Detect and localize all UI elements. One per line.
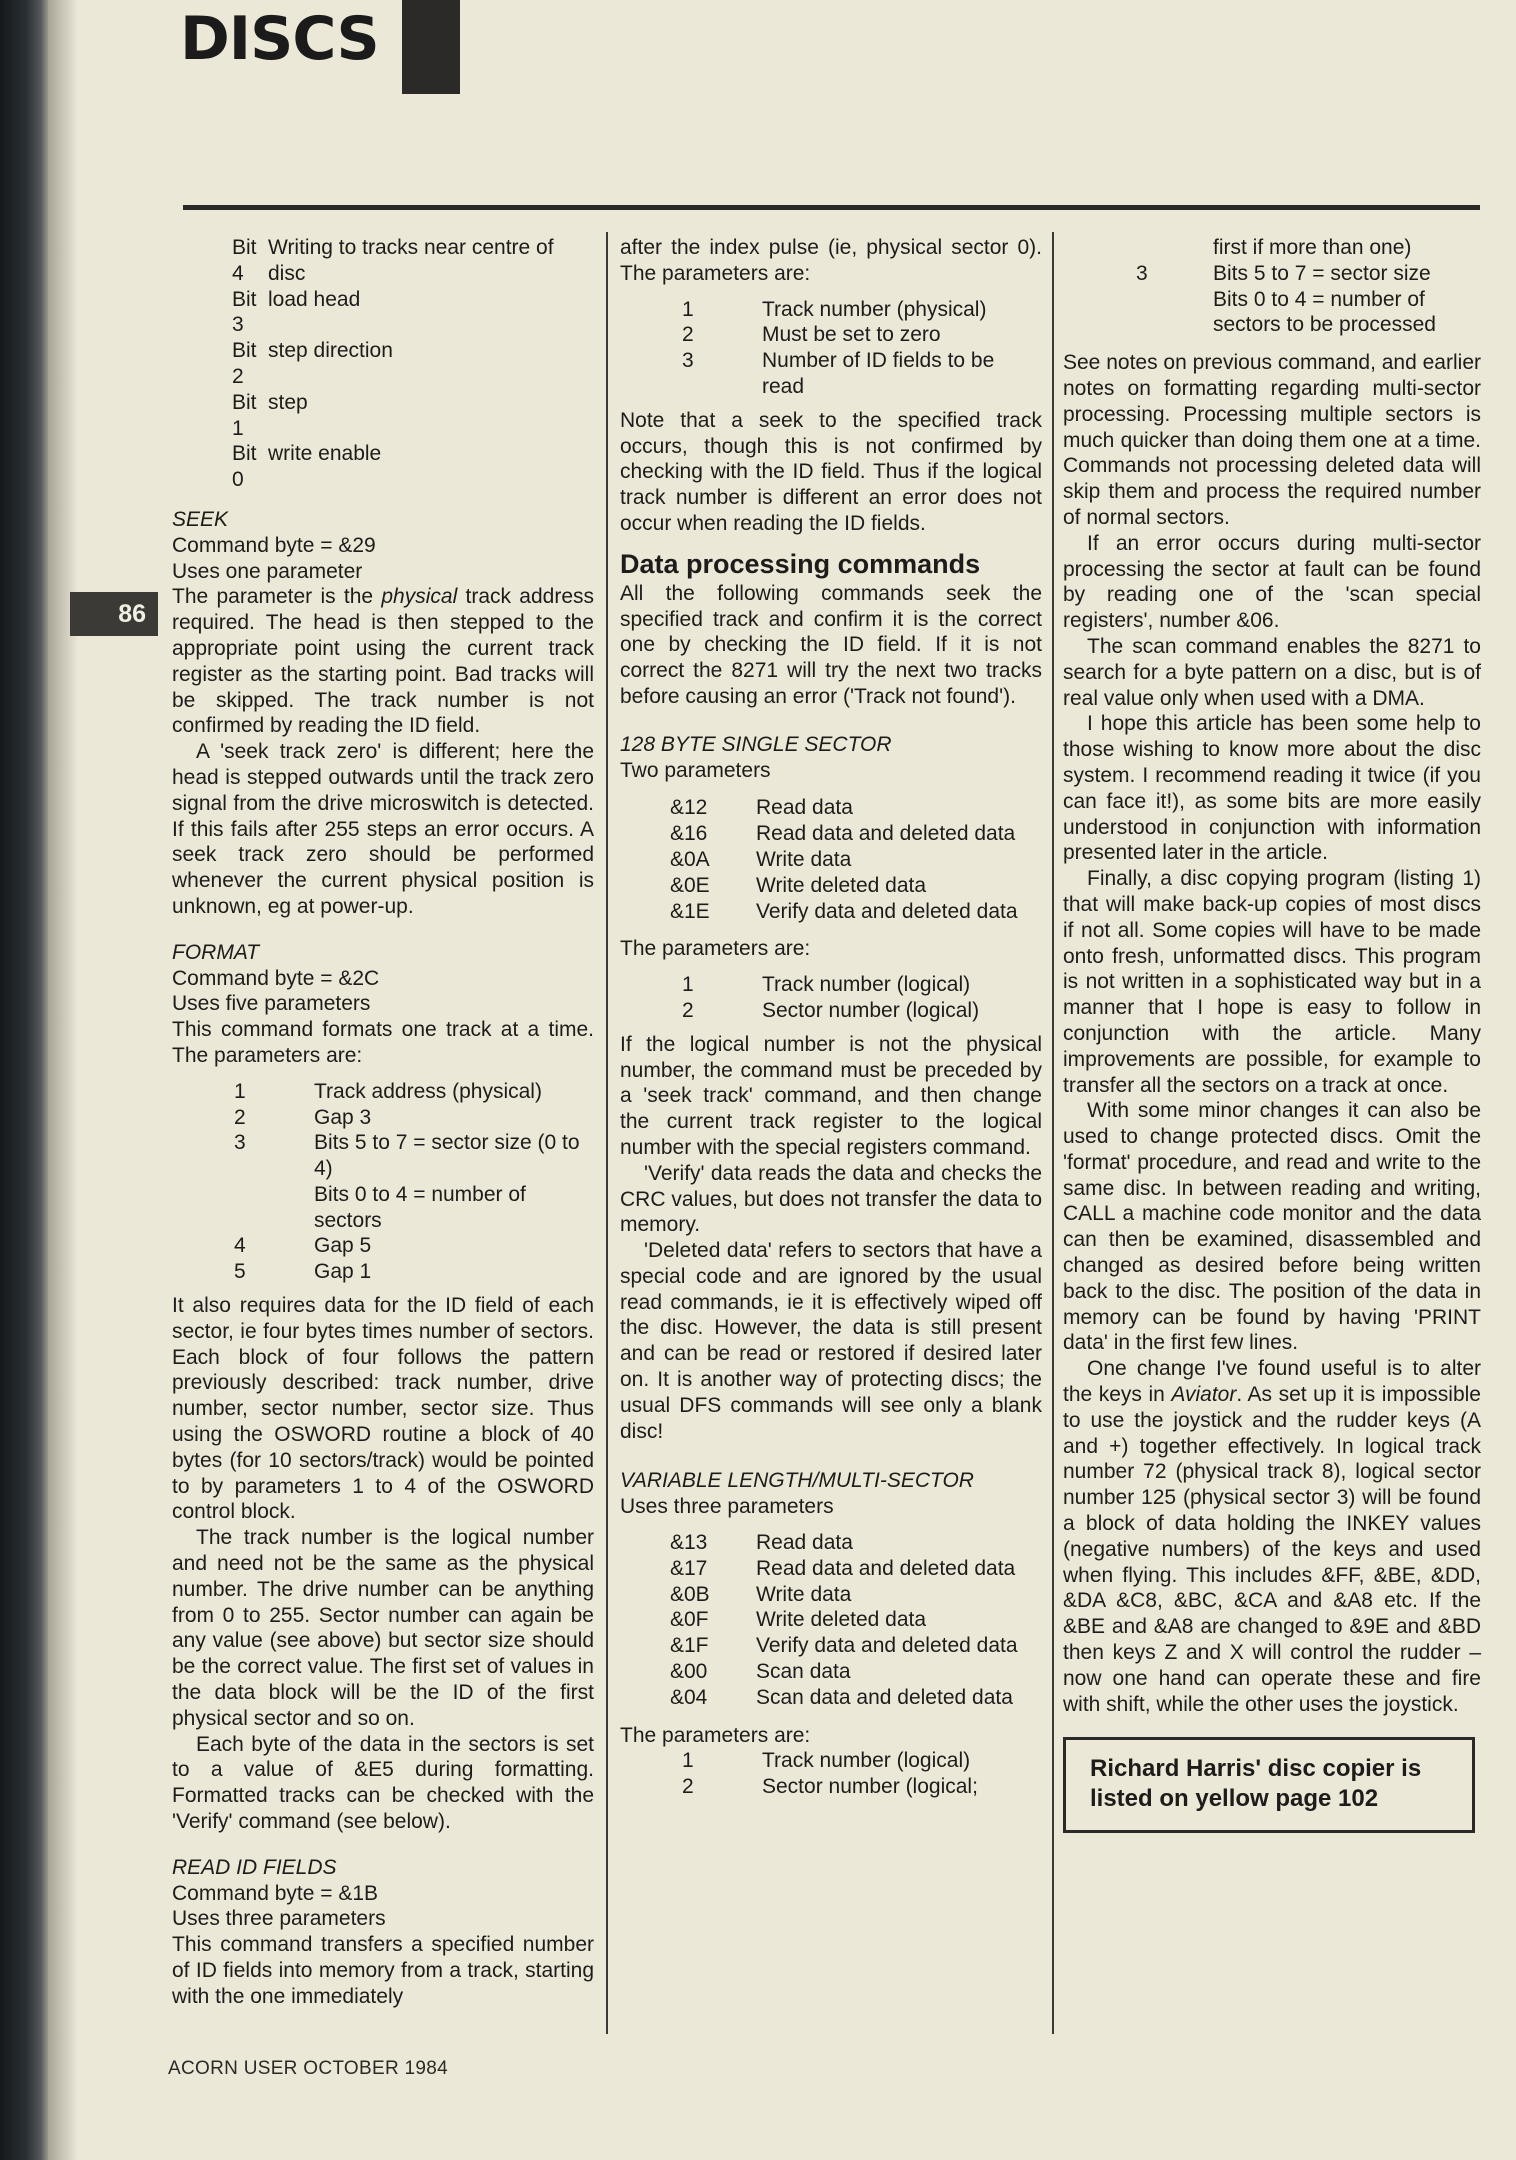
- column-rule: [606, 232, 608, 2034]
- format-heading: FORMAT: [172, 940, 260, 964]
- single-sector-uses: Two parameters: [620, 758, 771, 782]
- column-rule: [1052, 232, 1054, 2034]
- parameter-continuation: first if more than one): [1213, 236, 1412, 259]
- read-id-command: Command byte = &1B: [172, 1881, 379, 1905]
- parameters-label: The parameters are:: [620, 937, 811, 961]
- list-item: 1 Track number (logical): [682, 973, 971, 997]
- variable-length-heading: VARIABLE LENGTH/MULTI-SECTOR: [620, 1469, 974, 1493]
- list-item: 1 Track number (physical): [682, 297, 987, 321]
- read-id-heading: READ ID FIELDS: [172, 1855, 337, 1879]
- single-sector-command-list: [620, 795, 1042, 924]
- footer-issue-line: ACORN USER OCTOBER 1984: [168, 2058, 449, 2079]
- column-1: [172, 235, 594, 2010]
- hope-paragraph: I hope this article has been some help to those wishing to know more about the disc system. I recommend reading it twice (if you can face it!), as some bits are more easily understood in conjunction with information presented later in the article.: [1063, 712, 1481, 865]
- format-uses: Uses five parameters: [172, 992, 371, 1016]
- section-title: DISCS: [180, 4, 379, 74]
- seek-command: Command byte = &29: [172, 533, 376, 557]
- format-paragraph-1: It also requires data for the ID field of each sector, ie four bytes times number of sectors. Each block of four follows the pattern previously described: track number, drive number, sector number, sector size. Thus using the OSWORD routine a block of 40 bytes (for 10 sectors/track) would be pointed to by parameters 1 to 4 of the OSWORD control block.: [172, 1294, 594, 1524]
- list-item: &1F Verify data and deleted data: [670, 1634, 1018, 1658]
- format-command: Command byte = &2C: [172, 966, 380, 990]
- format-parameter-list: [172, 1079, 594, 1285]
- data-processing-paragraph: All the following commands seek the specified track and confirm it is the correct one by checking the ID field. If it is not correct the 8271 will try the next two tracks before causing an error ('Track not found').: [620, 581, 1042, 708]
- list-item: &12 Read data: [670, 796, 853, 820]
- list-item: &16 Read data and deleted data: [670, 822, 1016, 846]
- list-item: &1E Verify data and deleted data: [670, 899, 1018, 923]
- header-block: [402, 0, 460, 94]
- read-id-uses: Uses three parameters: [172, 1907, 386, 1931]
- bit-list: [172, 235, 594, 493]
- list-item: 3 Number of ID fields to be read: [682, 349, 995, 398]
- list-item: Bit 4 Writing to tracks near centre of disc: [232, 236, 554, 285]
- list-item: Bit 0 write enable: [232, 442, 382, 492]
- binding-spine: [0, 0, 48, 2160]
- note-paragraph: Note that a seek to the specified track occurs, though this is not confirmed by checking with the ID field. Thus if the logical track number is different an error does not occur when reading the ID fields.: [620, 408, 1042, 535]
- list-item: &0A Write data: [670, 847, 852, 871]
- list-item: &17 Read data and deleted data: [670, 1556, 1016, 1580]
- list-item: 3 Bits 5 to 7 = sector size (0 to 4): [234, 1131, 580, 1181]
- verify-paragraph: 'Verify' data reads the data and checks the CRC values, but does not transfer the data to memory.: [620, 1161, 1042, 1237]
- single-sector-parameter-list: [620, 972, 1042, 1024]
- list-item: 2 Sector number (logical): [682, 998, 980, 1022]
- scan-paragraph: The scan command enables the 8271 to search for a byte pattern on a disc, but is of real value only when used with a DMA.: [1063, 634, 1481, 710]
- list-item: Bit 3 load head: [232, 287, 361, 337]
- seek-zero-paragraph: A 'seek track zero' is different; here the head is stepped outwards until the track zero signal from the drive microswitch is detected. If this fails after 255 steps an error occurs. A seek track zero should be performed whenever the current physical position is unknown, eg at power-up.: [172, 740, 594, 918]
- list-item: 2 Must be set to zero: [682, 323, 941, 347]
- variable-length-command-list: [620, 1530, 1042, 1711]
- single-sector-heading: 128 BYTE SINGLE SECTOR: [620, 732, 892, 756]
- finally-paragraph: Finally, a disc copying program (listing 1) that will make back-up copies of most discs if not all. Some copies will have to be made onto fresh, unformatted discs. This program is not written in a sophisticated way but in a manner that I hope is easy to follow in conjunction with the article. Many improvements are possible, for example to transfer all the sectors on a track at once.: [1063, 867, 1481, 1097]
- variable-length-uses: Uses three parameters: [620, 1495, 834, 1519]
- seek-paragraph: The parameter is the physical track address required. The head is then stepped to the appropriate point using the current track register as the starting point. Bad tracks will be skipped. The track number is not confirmed by reading the ID field.: [172, 585, 595, 738]
- list-item: 2 Gap 3: [234, 1105, 372, 1129]
- list-item: &0E Write deleted data: [670, 873, 927, 897]
- deleted-data-paragraph: 'Deleted data' refers to sectors that have a special code and are ignored by the usual read commands, ie it is effectively wiped off the disc. However, the data is still present and can be read or restored if desired later on. It is another way of protecting discs; the usual DFS commands will see only a blank disc!: [620, 1239, 1042, 1443]
- logical-number-paragraph: If the logical number is not the physical number, the command must be preceded by a 'seek track' command, and then change the current track register to the logical number with the special registers command.: [620, 1032, 1042, 1159]
- read-id-continuation: after the index pulse (ie, physical sector 0). The parameters are:: [620, 236, 1042, 285]
- aviator-paragraph: One change I've found useful is to alter the keys in Aviator. As set up it is impossible to use the joystick and the rudder keys (A and +) together effectively. In logical track number 72 (physical track 8), logical sector number 125 (physical sector 3) will be found a block of data holding the INKEY values (negative numbers) of the keys and used when flying. This includes &FF, &BE, &DD, &DA &C8, &BC, &CA and &A8 etc. If the &BE and &A8 are changed to &9E and &BD then keys Z and X will control the rudder – now one hand can operate these and fire with shift, while the other uses the joystick.: [1063, 1357, 1481, 1716]
- list-item: &13 Read data: [670, 1531, 853, 1555]
- seek-heading: SEEK: [172, 507, 229, 531]
- data-processing-heading: Data processing commands: [620, 548, 981, 579]
- read-id-paragraph: This command transfers a specified number of ID fields into memory from a track, starting with the one immediately: [172, 1933, 594, 2008]
- format-paragraph-2: The track number is the logical number and need not be the same as the physical number. The drive number can be anything from 0 to 255. Sector number can again be any value (see above) but sector size should be the correct value. The first set of values in the data block will be the ID of the first physical sector and so on.: [172, 1526, 594, 1730]
- binding-shadow: [48, 0, 78, 2160]
- disc-copier-callout: Richard Harris' disc copier is listed on yellow page 102: [1063, 1737, 1475, 1833]
- list-item: &04 Scan data and deleted data: [670, 1685, 1013, 1709]
- top-rule: [183, 205, 1480, 210]
- list-item: Bit 2 step direction: [232, 339, 393, 388]
- see-notes-paragraph: See notes on previous command, and earlier notes on formatting regarding multi-sector processing. Processing multiple sectors is much quicker than doing them one at a time. Commands not processing deleted data will skip them and process the required number of normal sectors.: [1063, 351, 1481, 529]
- read-id-parameter-list: [620, 297, 1042, 400]
- parameters-label: The parameters are:: [620, 1723, 811, 1747]
- list-item: Bits 0 to 4 = number of sectors: [314, 1182, 526, 1232]
- list-item: 2 Sector number (logical;: [682, 1775, 978, 1799]
- list-item: &0F Write deleted data: [670, 1608, 927, 1632]
- list-item: 4 Gap 5: [234, 1234, 372, 1258]
- list-item: 5 Gap 1: [234, 1260, 372, 1284]
- column-2: [620, 235, 1042, 1808]
- format-paragraph-3: Each byte of the data in the sectors is set to a value of &E5 during formatting. Formatted tracks can be checked with the 'Verify' command (see below).: [172, 1732, 594, 1834]
- minor-changes-paragraph: With some minor changes it can also be used to change protected discs. Omit the 'format' procedure, and read and write to the same disc. In between reading and writing, CALL a machine code monitor and the data can then be examined, disassembled and changed as desired before being written back to the disc. The position of the data in memory can be found by having 'PRINT data' in the first few lines.: [1063, 1099, 1481, 1355]
- format-intro: This command formats one track at a time. The parameters are:: [172, 1018, 594, 1067]
- page-number-tab: 86: [70, 592, 158, 636]
- list-item: &0B Write data: [670, 1582, 852, 1606]
- error-paragraph: If an error occurs during multi-sector processing the sector at fault can be found by reading one of the 'scan special registers', number &06.: [1063, 531, 1481, 633]
- list-item: 3 Bits 5 to 7 = sector size Bits 0 to 4 = number of sectors to be processed: [1136, 261, 1436, 337]
- list-item: &00 Scan data: [670, 1660, 851, 1684]
- list-item: 1 Track number (logical): [682, 1749, 971, 1773]
- list-item: 1 Track address (physical): [234, 1079, 542, 1103]
- seek-uses: Uses one parameter: [172, 559, 363, 583]
- column-3: [1063, 235, 1481, 1833]
- variable-length-parameter-list: [620, 1748, 1042, 1800]
- list-item: Bit 1 step: [232, 390, 308, 440]
